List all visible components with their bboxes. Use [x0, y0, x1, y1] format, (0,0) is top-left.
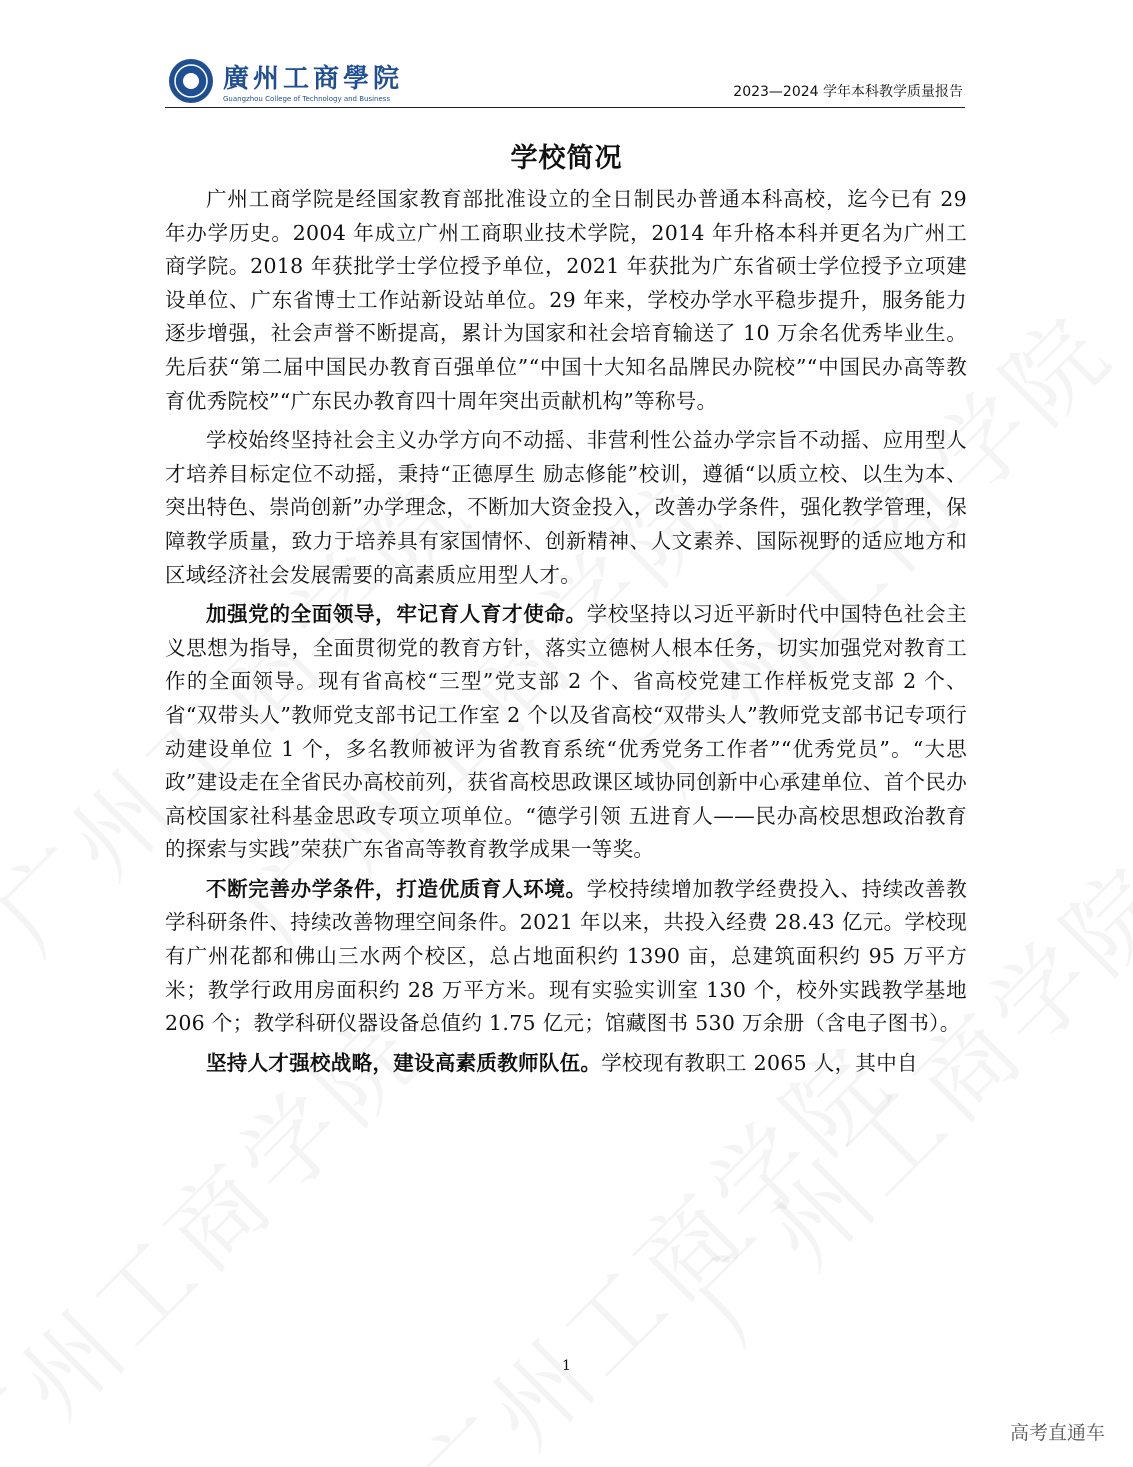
school-logo [165, 55, 445, 105]
paragraph-text: 学校坚持以习近平新时代中国特色社会主义思想为指导，全面贯彻党的教育方针，落实立德树人根本任务，切实加强党对教育工作的全面领导。现有省高校“三型”党支部 2 个、省高校党建工作样板党支部 2 个、省“双带头人”教师党支部书记工作室 2 个以及省高校“双带头人”教师党支部书记专项行动建设单位 1 个，多名教师被评为省教育系统“优秀党务工作者”“优秀党员”。“大思政”建设走在全省民办高校前列，获省高校思政课区域协同创新中心承建单位、首个民办高校国家社科基金思政专项立项单位。“德学引领 五进育人——民办高校思想政治教育的探索与实践”荣获广东省高等教育教学成果一等奖。 [165, 602, 967, 862]
paragraph [165, 424, 967, 592]
paragraph [165, 598, 967, 867]
paragraph-lead: 不断完善办学条件，打造优质育人环境。 [206, 876, 587, 901]
paragraph-text: 学校始终坚持社会主义办学方向不动摇、非营利性公益办学宗旨不动摇、应用型人才培养目标定位不动摇，秉持“正德厚生 励志修能”校训，遵循“以质立校、以生为本、突出特色、崇尚创新”办学理念，不断加大资金投入，改善办学条件，强化教学管理，保障教学质量，致力于培养具有家国情怀、创新精神、人文素养、国际视野的适应地方和区域经济社会发展需要的高素质应用型人才。 [165, 428, 967, 587]
document-body [165, 183, 967, 1086]
report-title: 2023—2024 学年本科教学质量报告 [733, 84, 963, 100]
paragraph [165, 1047, 967, 1081]
logo-text: 廣州工商學院 [223, 64, 404, 94]
page-title: 学校简况 [510, 143, 623, 174]
paragraph-text: 学校现有教职工 2065 人，其中自 [601, 1050, 918, 1075]
paragraph-lead: 加强党的全面领导，牢记育人育才使命。 [206, 602, 587, 627]
paragraph-text: 学校持续增加教学经费投入、持续改善教学科研条件、持续改善物理空间条件。2021 年以来，共投入经费 28.43 亿元。学校现有广州花都和佛山三水两个校区，总占地面积约 1390 亩，总建筑面积约 95 万平方米；教学行政用房面积约 28 万平方米。现有实验实训室 130 个，校外实践教学基地 206 个；教学科研仪器设备总值约 1.75 亿元；馆藏图书 530 万余册（含电子图书）。 [165, 876, 967, 1036]
paragraph-lead: 坚持人才强校战略，建设高素质教师队伍。 [206, 1050, 602, 1075]
page-header [165, 55, 965, 108]
logo-english-text: Guangzhou College of Technology and Business [223, 95, 391, 103]
paragraph-text: 广州工商学院是经国家教育部批准设立的全日制民办普通本科高校，迄今已有 29 年办学历史。2004 年成立广州工商职业技术学院，2014 年升格本科并更名为广州工商学院。2018 年获批学士学位授予单位，2021 年获批为广东省硕士学位授予立项建设单位、广东省博士工作站新设站单位。29 年来，学校办学水平稳步提升，服务能力逐步增强，社会声誉不断提高，累计为国家和社会培育输送了 10 万余名优秀毕业生。先后获“第二届中国民办教育百强单位”“中国十大知名品牌民办院校”“中国民办高等教育优秀院校”“广东民办教育四十周年突出贡献机构”等称号。 [165, 187, 967, 413]
paragraph [165, 873, 967, 1041]
site-watermark-label: 高考直通车 [1009, 1422, 1105, 1444]
paragraph [165, 183, 967, 418]
page-number: 1 [562, 1358, 571, 1374]
